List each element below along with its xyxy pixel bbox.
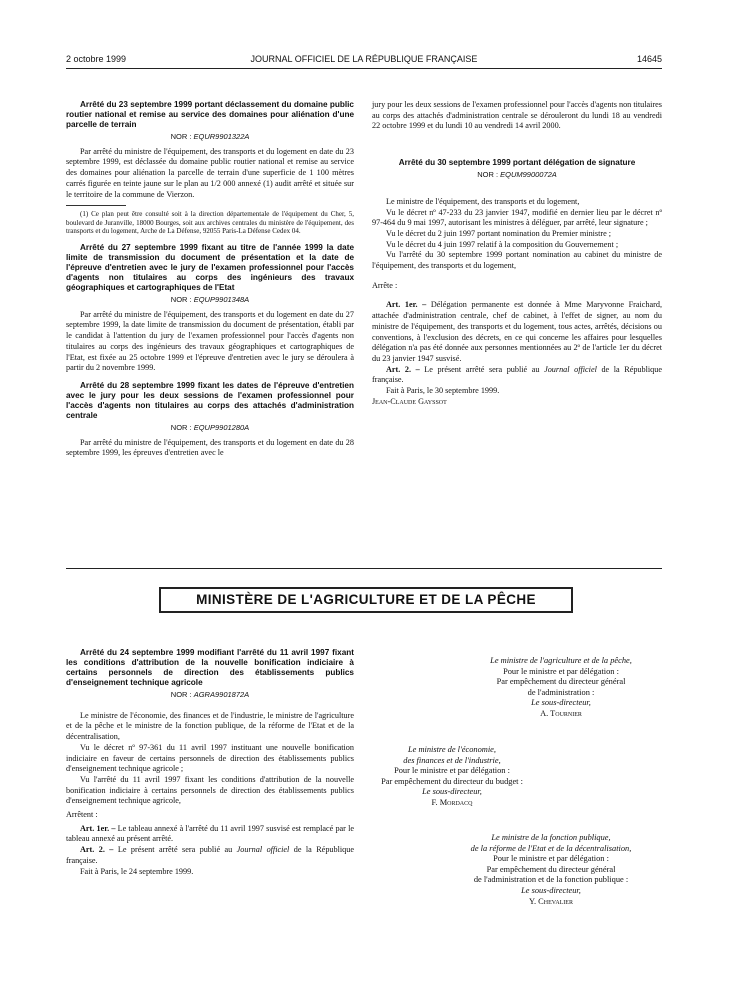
article-title: Arrêté du 23 septembre 1999 portant déclassement du domaine public routier national et remise au service des domaines pour aliénation d'une parcelle de terrain [66, 100, 354, 129]
article-title: Arrêté du 27 septembre 1999 fixant au titre de l'année 1999 la date limite de transmission du document de présentation et la date de l'épreuve d'entretien avec le jury de l'examen professionnel pour l'accès d'agents non titulaires au corps des ingénieurs des travaux géographiques et cartographiques de l'Etat [66, 243, 354, 292]
article-body: Par arrêté du ministre de l'équipement, des transports et du logement en date du 27 septembre 1999, la date limite de transmission du document de présentation, établi par le candidat à l'attention du jury de l'examen professionnel pour l'accès d'agents non titulaires au corps des ingénieurs des travaux géographiques et cartographiques de l'Etat, est fixée au 25 octobre 1999 et l'épreuve d'entretien avec le jury se déroulera à partir du 2 novembre 1999. [66, 309, 354, 373]
article-visa: Vu l'arrêté du 11 avril 1997 fixant les conditions d'attribution de la nouvelle bonification indiciaire à certains personnels de direction des établissements publics d'enseignement technique agricole, [66, 774, 354, 806]
ministry-heading-box [159, 587, 573, 613]
page-header [66, 54, 662, 66]
signature-name: F. Mordacq [431, 797, 473, 807]
article-visa: Vu le décret nº 47-233 du 23 janvier 1947, modifié en dernier lieu par le décret nº 97-464 du 9 mai 1997, autorisant les ministres à déléguer, par arrêté, leur signature ; [372, 207, 662, 228]
header-page-number: 14645 [636, 54, 662, 64]
nor-reference: NOR : EQUM9900072A [477, 170, 557, 180]
article-visa: Vu le décret du 4 juin 1997 relatif à la composition du Gouvernement ; [386, 239, 619, 249]
signature-block-agriculture: Le ministre de l'agriculture et de la pêche, Pour le ministre et par délégation : Par empêchement du directeur général de l'administration : Le sous-directeur, A. Tournier [456, 656, 666, 720]
article-body-continued: jury pour les deux sessions de l'examen professionnel pour l'accès d'agents non titulaires au corps des attachés d'administration centrale se dérouleront du lundi 18 au vendredi 22 octobre 1999 et du lundi 10 au vendredi 14 avril 2000. [372, 100, 662, 131]
agriculture-article [66, 648, 354, 877]
signature-block-civil-service: Le ministre de la fonction publique, de la réforme de l'Etat et de la décentralisation, Pour le ministre et par délégation : Par empêchement du directeur général de l'administration et de la fonction publique : Le sous-directeur, Y. Chevalier [436, 833, 666, 907]
article-2: Art. 2. – Le présent arrêté sera publié au Journal officiel de la République française. [66, 845, 354, 865]
footnote-separator [66, 205, 126, 206]
nor-reference: NOR : AGRA9901872A [170, 690, 250, 699]
article-body: Par arrêté du ministre de l'équipement, des transports et du logement en date du 23 septembre 1999, est déclassée du domaine public routier national et remise au service des domaines pour aliénation la parcelle de terrain d'une superficie de 1 100 mètres carrés figurée en teinte jaune sur le plan au 1/2 000 annexé (1) audit arrêté et située sur le territoire de la commune de Vierzon. [66, 146, 354, 199]
article-title: Arrêté du 30 septembre 1999 portant délégation de signature [398, 158, 636, 168]
arretent-label: Arrêtent : [66, 810, 98, 820]
article-1: Art. 1er. – Le tableau annexé à l'arrêté du 11 avril 1997 susvisé est remplacé par le tableau annexé au présent arrêté. [66, 823, 354, 844]
section-rule [66, 568, 662, 569]
left-column [66, 100, 354, 459]
article-2: Art. 2. – Le présent arrêté sera publié au Journal officiel de la République française. [372, 364, 662, 385]
article-visa: Vu le décret du 2 juin 1997 portant nomination du Premier ministre ; [386, 228, 612, 238]
nor-reference: NOR : EQUR9901322A [170, 132, 250, 141]
article-visa: Vu le décret nº 97-361 du 11 avril 1997 instituant une nouvelle bonification indiciaire en faveur de certains personnels de direction des établissements publics d'enseignement technique agricole ; [66, 742, 354, 774]
signature-name: Jean-Claude Gayssot [372, 396, 447, 406]
header-journal-title: JOURNAL OFFICIEL DE LA RÉPUBLIQUE FRANÇAISE [250, 54, 478, 64]
header-date: 2 octobre 1999 [66, 54, 127, 64]
arrete-label: Arrête : [372, 280, 398, 290]
nor-reference: NOR : EQUP9901280A [170, 422, 250, 432]
article-visa: Vu l'arrêté du 30 septembre 1999 portant nomination au cabinet du ministre de l'équipement, des transports et du logement, [372, 250, 662, 271]
footnote: (1) Ce plan peut être consulté soit à la direction départementale de l'équipement du Cher, 5, boulevard de Juranville, 18000 Bourges, soit aux archives centrales du ministère de l'équipement, des transports et du logement, Arche de La Défense, 92055 Paris-La Défense Cedex 04. [66, 210, 354, 236]
signature-name: Y. Chevalier [529, 896, 573, 906]
article-preamble: Le ministre de l'équipement, des transports et du logement, [386, 196, 580, 206]
nor-reference: NOR : EQUP9901348A [170, 295, 250, 304]
signature-name: A. Tournier [540, 708, 582, 718]
done-at: Fait à Paris, le 24 septembre 1999. [80, 866, 194, 876]
done-at: Fait à Paris, le 30 septembre 1999. [386, 386, 500, 396]
article-title: Arrêté du 28 septembre 1999 fixant les dates de l'épreuve d'entretien avec le jury pour les deux sessions de l'examen professionnel pour l'accès d'agents non titulaires au corps des attachés d'administration centrale [66, 380, 354, 420]
article-body: Par arrêté du ministre de l'équipement, des transports et du logement en date du 28 septembre 1999, les épreuves d'entretien avec le [66, 437, 354, 458]
signature-block-economy: Le ministre de l'économie, des finances et de l'industrie, Pour le ministre et par délégation : Par empêchement du directeur du budget : Le sous-directeur, F. Mordacq [362, 745, 542, 809]
ministry-heading: MINISTÈRE DE L'AGRICULTURE ET DE LA PÊCHE [196, 592, 536, 607]
article-title: Arrêté du 24 septembre 1999 modifiant l'arrêté du 11 avril 1997 fixant les conditions d'attribution de la nouvelle bonification indiciaire à certains personnels de direction des établissements publics d'enseignement technique agricole [66, 648, 354, 687]
article-1: Art. 1er. – Délégation permanente est donnée à Mme Maryvonne Fraichard, attachée d'administration centrale, chef de cabinet, à l'effet de signer, au nom du ministre de l'équipement, des transports et du logement, tous actes, arrêtés, décisions ou conventions, à l'exclusion des décrets, en ce qui concerne les affaires pour lesquelles délégation n'a pas été donnée aux personnes mentionnées au 2º de l'article 1er du décret du 23 janvier 1947 susvisé. [372, 300, 662, 363]
header-rule [66, 68, 662, 69]
article-preamble: Le ministre de l'économie, des finances et de l'industrie, le ministre de l'agriculture et de la pêche et le ministre de la fonction publique, de la réforme de l'Etat et de la décentralisation, [66, 710, 354, 742]
right-column [372, 100, 662, 407]
